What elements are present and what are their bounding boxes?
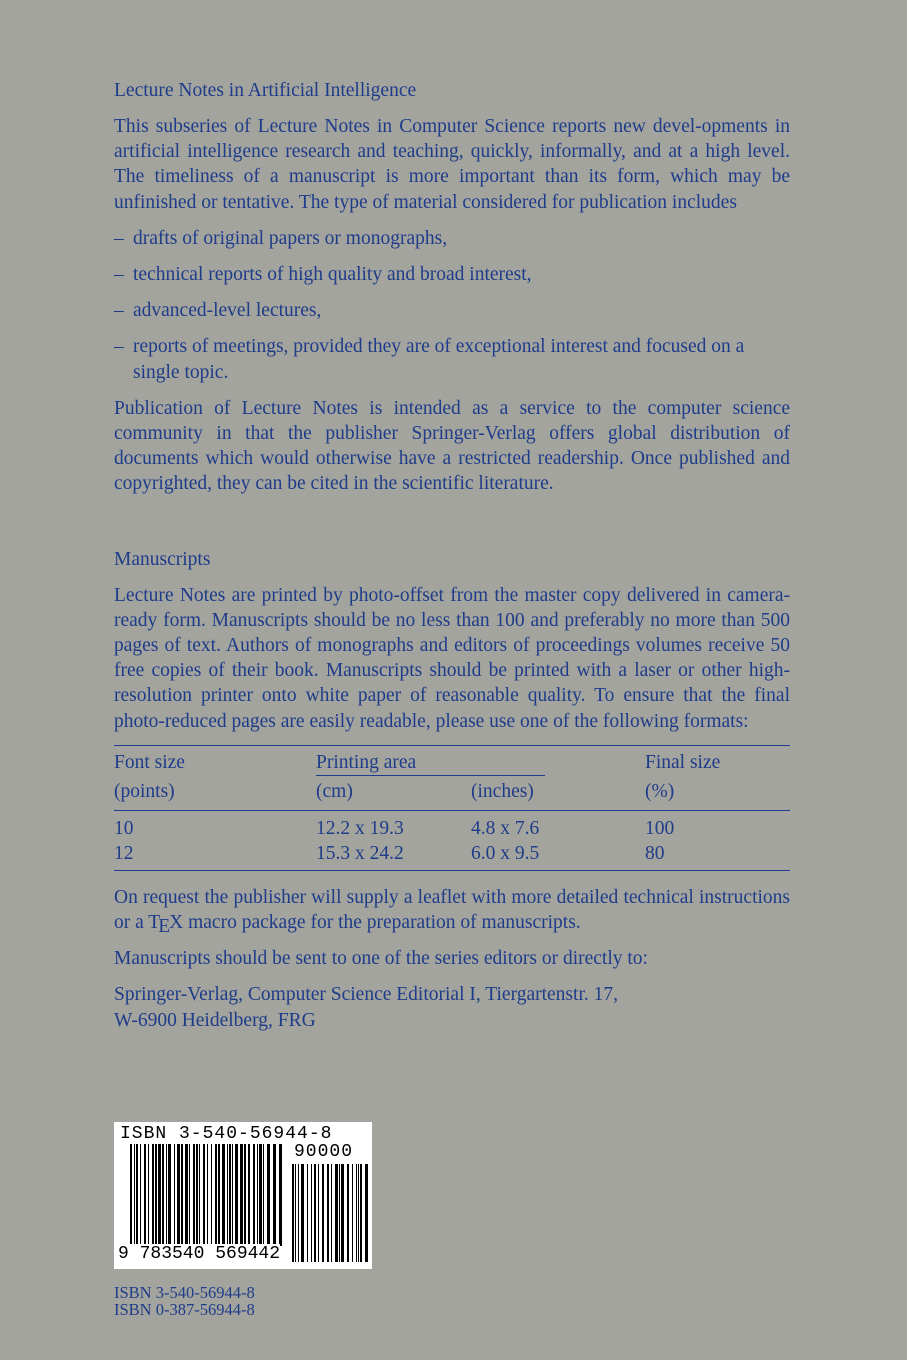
series-description: This subseries of Lecture Notes in Computer Science reports new devel-opments in artificial intelligence research and teaching, quickly, informally, and at a high level. The timeliness of a manuscript is more important than its form, which may be unfinished or tentative. The type of material considered for publication includes	[114, 116, 790, 213]
table-row: 10 12.2 x 19.3 4.8 x 7.6 100	[114, 810, 790, 841]
header-cm: (cm)	[316, 780, 353, 802]
barcode	[114, 1122, 372, 1269]
header-printing-area: Printing area	[316, 745, 546, 776]
header-font-unit: (points)	[114, 780, 175, 802]
list-item: – reports of meetings, provided they are of exceptional interest and focused on a single topic.	[114, 336, 745, 383]
header-font-size: Font size	[114, 751, 185, 773]
isbn-line: ISBN 0-387-56944-8	[114, 1300, 255, 1319]
formats-table	[114, 745, 790, 871]
material-list	[114, 226, 790, 385]
header-final-size: Final size	[645, 751, 721, 773]
isbn-line: ISBN 3-540-56944-8	[114, 1283, 255, 1302]
list-item: – advanced-level lectures,	[114, 300, 322, 322]
back-cover-text	[114, 78, 790, 1033]
table-row: 12 15.3 x 24.2 6.0 x 9.5 80	[114, 841, 790, 871]
isbn-numbers	[114, 1284, 255, 1318]
barcode-ean-digits: 9 783540 569442	[118, 1244, 281, 1264]
barcode-addon-digits: 90000	[294, 1142, 354, 1162]
manuscripts-description: Lecture Notes are printed by photo-offset from the master copy delivered in camera-ready form. Manuscripts should be no less than 100 and preferably no more than 500 pages of text. Authors of monographs and editors of proceedings volumes receive 50 free copies of their book. Manuscripts should be printed with a laser or other high-resolution printer onto white paper of reasonable quality. To ensure that the final photo-reduced pages are easily readable, please use one of the following formats:	[114, 584, 790, 732]
tex-logo: TEX	[148, 912, 184, 938]
list-item: – technical reports of high quality and broad interest,	[114, 264, 532, 286]
list-item: – drafts of original papers or monographs,	[114, 227, 448, 249]
publication-note: Publication of Lecture Notes is intended as a service to the computer science community in that the publisher Springer-Verlag offers global distribution of documents which would otherwise have a restricted readership. Once published and copyrighted, they can be cited in the scientific literature.	[114, 397, 790, 495]
header-inches: (inches)	[471, 780, 534, 802]
leaflet-note: On request the publisher will supply a leaflet with more detailed technical instructions or a TEX macro package for the preparation of manuscripts.	[114, 886, 790, 938]
header-final-unit: (%)	[645, 780, 675, 802]
send-to-note: Manuscripts should be sent to one of the series editors or directly to:	[114, 948, 648, 970]
manuscripts-heading: Manuscripts	[114, 548, 211, 570]
series-heading: Lecture Notes in Artificial Intelligence	[114, 80, 417, 101]
publisher-address: Springer-Verlag, Computer Science Editorial I, Tiergartenstr. 17, W-6900 Heidelberg, FRG	[114, 984, 618, 1031]
barcode-isbn-label: ISBN 3-540-56944-8	[120, 1124, 333, 1144]
